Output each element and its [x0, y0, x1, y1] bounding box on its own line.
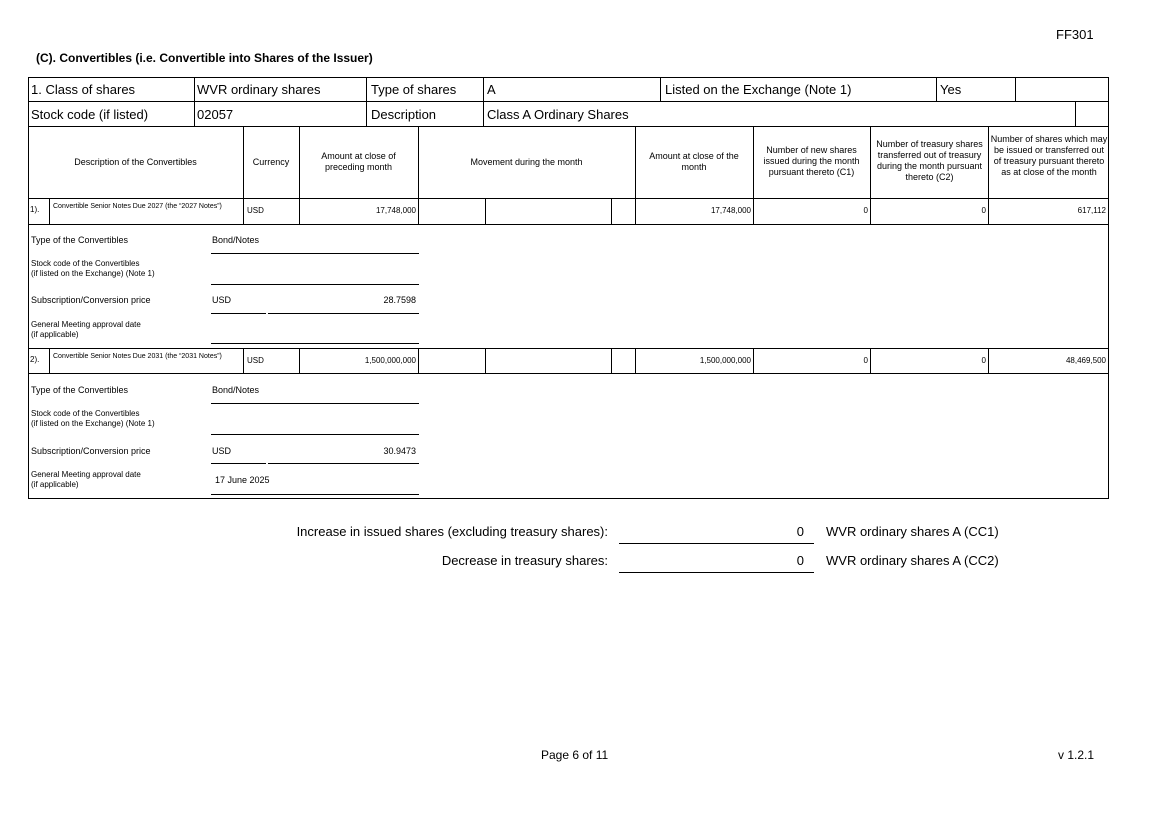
type-of-shares-label: Type of shares [371, 82, 457, 97]
price-currency: USD [212, 295, 232, 305]
treasury-transferred: 0 [981, 356, 986, 365]
increase-unit: WVR ordinary shares A (CC1) [826, 524, 999, 539]
stock-code-value: 02057 [197, 107, 234, 122]
col-amount-close: Amount at close of the month [649, 151, 739, 172]
convertible-description: Convertible Senior Notes Due 2031 (the “2031 Notes”) [53, 353, 222, 360]
col-currency: Currency [252, 157, 290, 167]
new-shares: 0 [863, 206, 868, 215]
description-value: Class A Ordinary Shares [487, 107, 629, 122]
class-of-shares-label: 1. Class of shares [31, 82, 136, 97]
col-movement: Movement during the month [470, 157, 583, 167]
listed-value: Yes [940, 82, 962, 97]
stock-code-label: Stock code (if listed) [31, 107, 149, 122]
decrease-value: 0 [796, 553, 804, 568]
price-value: 28.7598 [383, 295, 416, 305]
increase-value: 0 [796, 524, 804, 539]
price-value: 30.9473 [383, 446, 416, 456]
type-value: Bond/Notes [212, 385, 260, 395]
amount-prev: 17,748,000 [375, 206, 416, 215]
type-value: Bond/Notes [212, 235, 260, 245]
decrease-unit: WVR ordinary shares A (CC2) [826, 553, 999, 568]
col-treasury-transferred: Number of treasury shares transferred out of treasury during the month pursuant thereto (C2) [876, 139, 983, 182]
treasury-transferred: 0 [981, 206, 986, 215]
section-title: (C). Convertibles (i.e. Convertible into Shares of the Issuer) [36, 51, 373, 65]
col-description: Description of the Convertibles [74, 157, 197, 167]
gm-date-value: 17 June 2025 [215, 475, 270, 485]
stock-code-conv-label: Stock code of the Convertibles (if listed on the Exchange) (Note 1) [31, 259, 155, 278]
currency: USD [247, 206, 264, 215]
amount-close: 17,748,000 [710, 206, 751, 215]
row-index: 2). [30, 355, 40, 364]
amount-close: 1,500,000,000 [699, 356, 751, 365]
price-label: Subscription/Conversion price [31, 295, 151, 305]
type-label: Type of the Convertibles [31, 385, 129, 395]
amount-prev: 1,500,000,000 [364, 356, 416, 365]
page-number: Page 6 of 11 [541, 748, 609, 762]
version: v 1.2.1 [1058, 748, 1095, 762]
currency: USD [247, 356, 264, 365]
gm-date-label: General Meeting approval date (if applicable) [31, 320, 141, 339]
form-code: FF301 [1056, 27, 1094, 42]
listed-label: Listed on the Exchange (Note 1) [665, 82, 852, 97]
new-shares: 0 [863, 356, 868, 365]
shares-issuable: 617,112 [1077, 206, 1106, 215]
col-shares-issuable: Number of shares which may be issued or transferred out of treasury pursuant thereto as at close of the month [990, 134, 1108, 177]
shares-issuable: 48,469,500 [1065, 356, 1106, 365]
row-index: 1). [30, 205, 40, 214]
type-of-shares-value: A [487, 82, 496, 97]
col-new-shares: Number of new shares issued during the month pursuant thereto (C1) [763, 145, 860, 177]
price-currency: USD [212, 446, 232, 456]
convertible-description: Convertible Senior Notes Due 2027 (the “2027 Notes”) [53, 203, 222, 210]
decrease-label: Decrease in treasury shares: [441, 553, 608, 568]
increase-label: Increase in issued shares (excluding treasury shares): [296, 524, 608, 539]
stock-code-conv-label: Stock code of the Convertibles (if listed on the Exchange) (Note 1) [31, 409, 155, 428]
type-label: Type of the Convertibles [31, 235, 129, 245]
price-label: Subscription/Conversion price [31, 446, 151, 456]
class-of-shares-value: WVR ordinary shares [197, 82, 321, 97]
col-amount-prev: Amount at close of preceding month [321, 151, 396, 172]
gm-date-label: General Meeting approval date (if applicable) [31, 470, 141, 489]
description-label: Description [371, 107, 437, 122]
